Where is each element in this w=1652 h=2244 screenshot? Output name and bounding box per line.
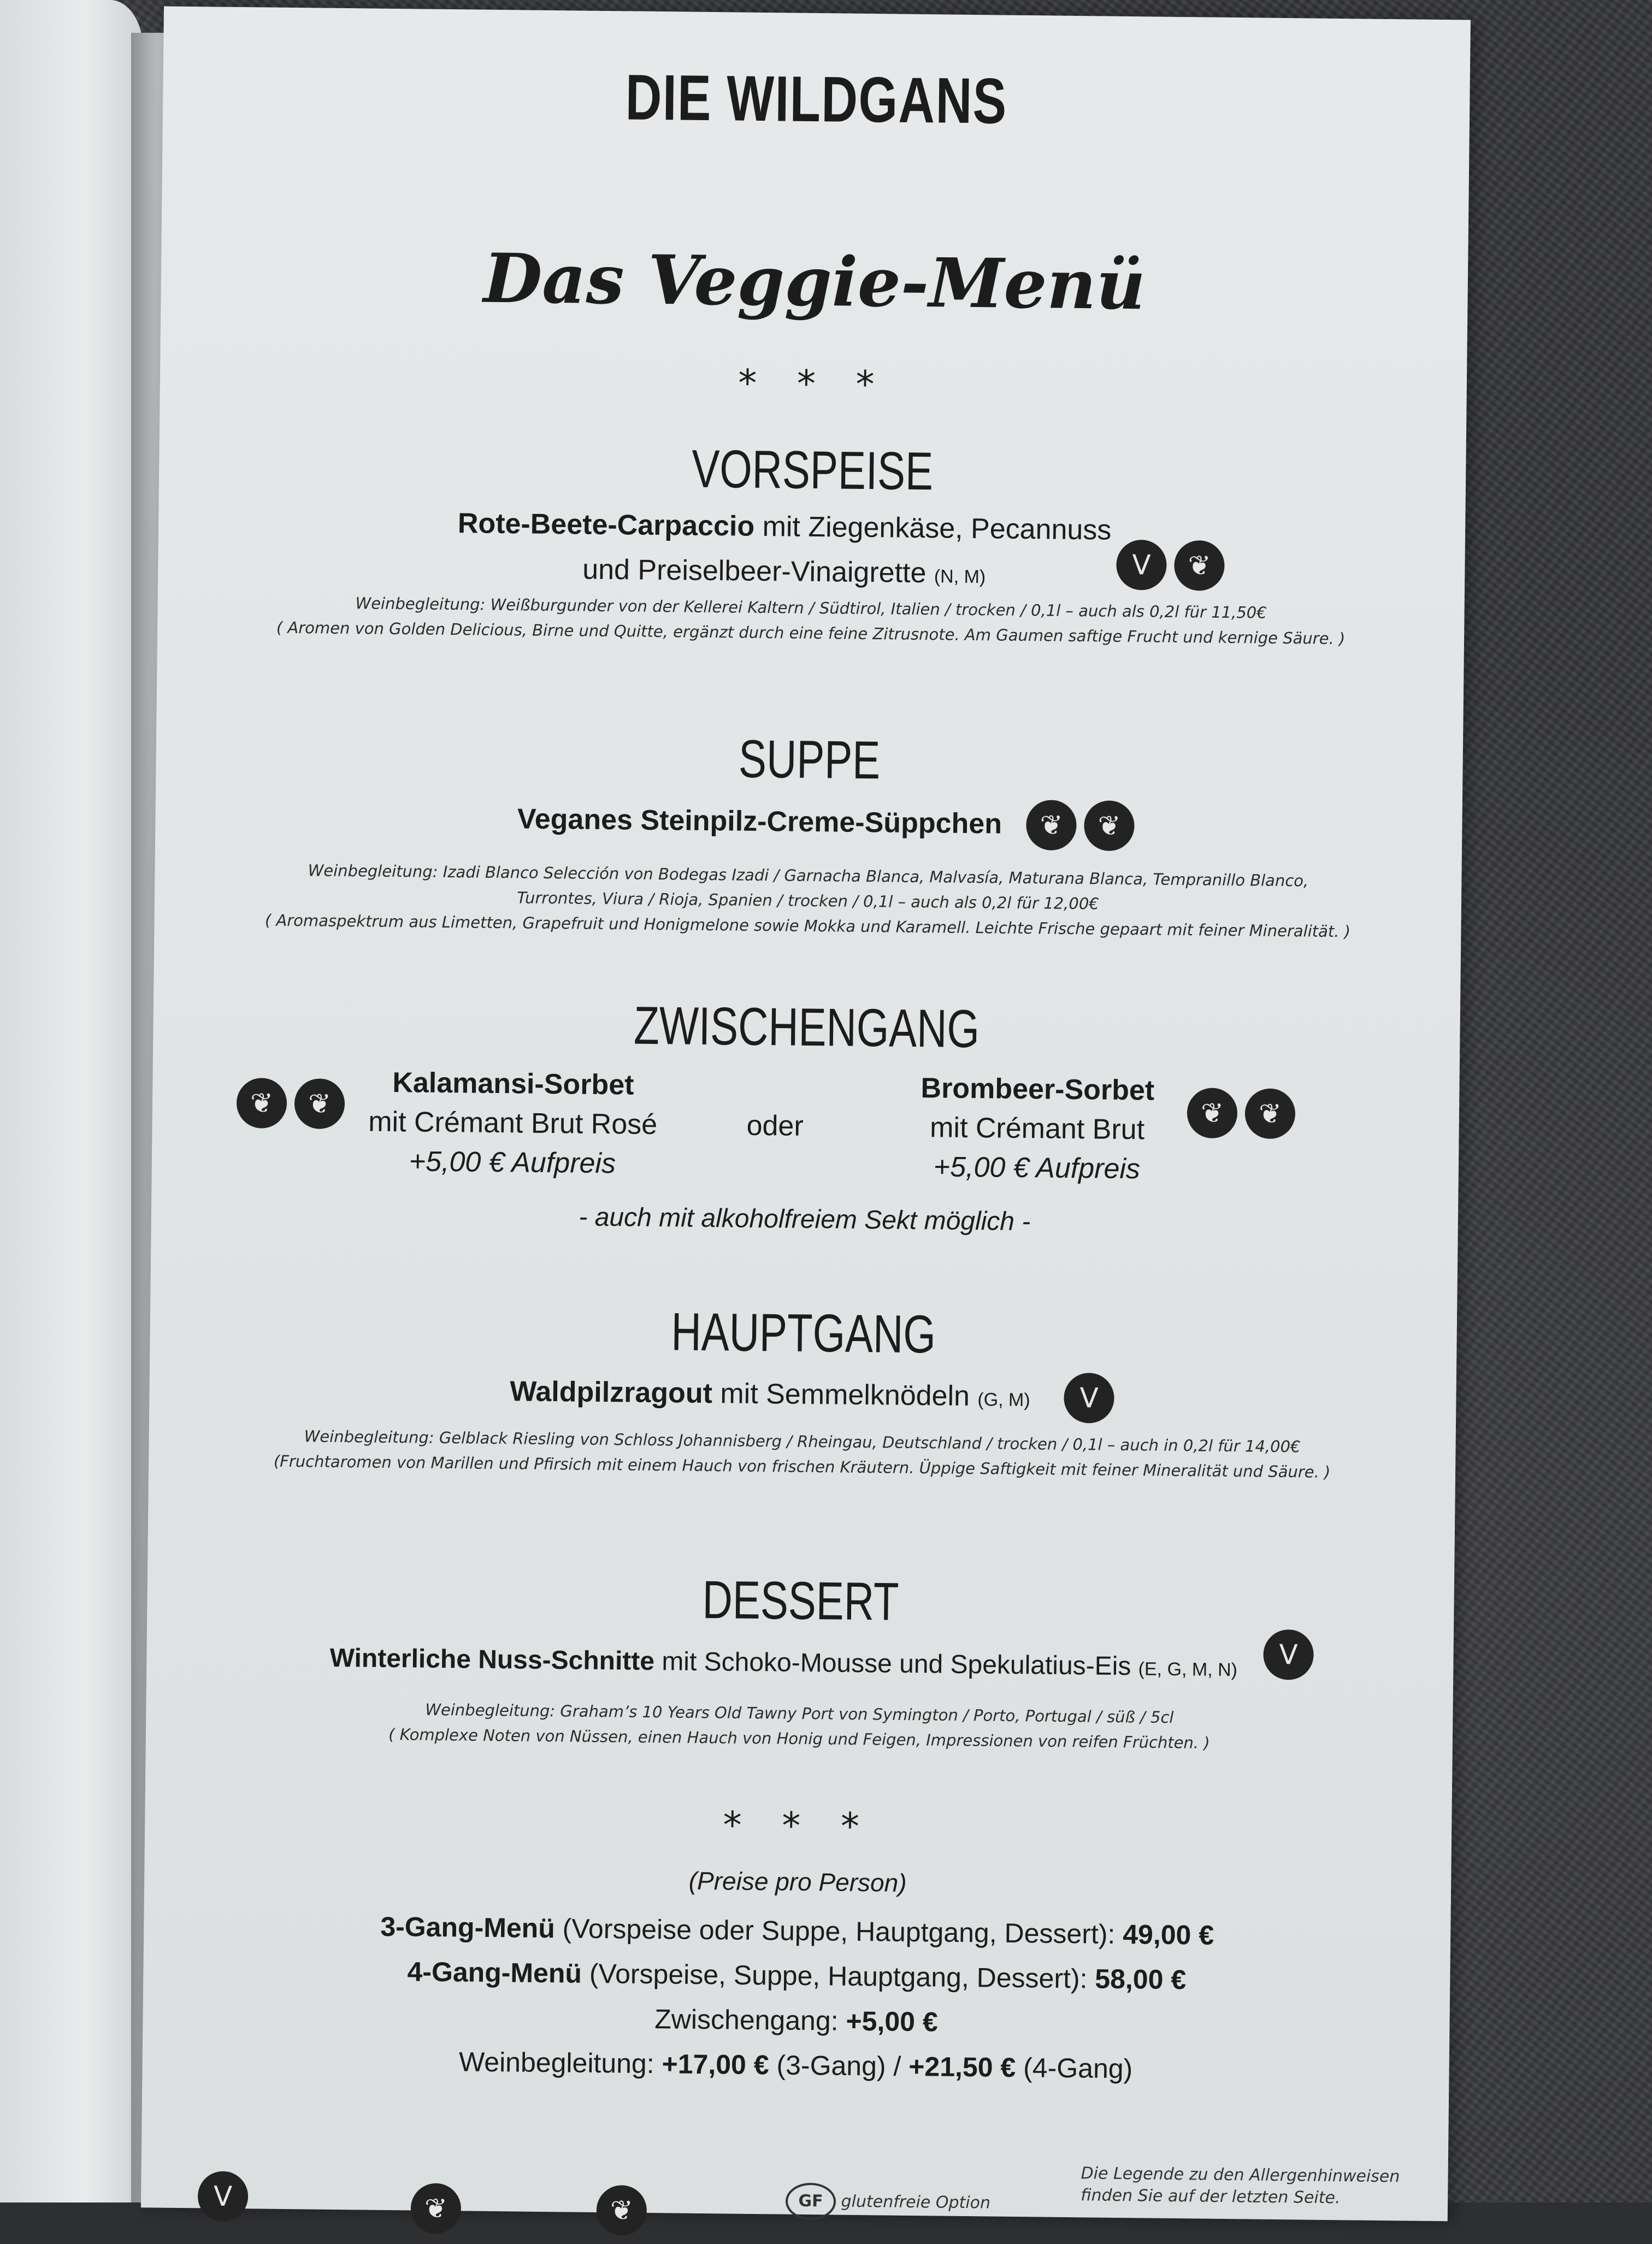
restaurant-name: DIE WILDGANS	[625, 61, 1008, 138]
price-note: (Preise pro Person)	[688, 1866, 907, 1897]
vegan-leaf-icon: ❦	[1187, 1088, 1237, 1138]
price-wine-4-suffix: (4-Gang)	[1023, 2052, 1133, 2084]
legend-line: finden Sie auf der letzten Seite.	[1081, 2186, 1341, 2208]
allergen-codes: (N, M)	[934, 566, 986, 588]
legend-icons	[190, 2171, 249, 2222]
gluten-free-label: glutenfreie Option	[841, 2192, 991, 2213]
price-4-gang-label: 4-Gang-Menü	[407, 1956, 582, 1989]
vegan-leaf-icon: ❦	[410, 2183, 461, 2234]
price-3-gang-desc: (Vorspeise oder Suppe, Hauptgang, Dessert):	[562, 1913, 1116, 1950]
wine-pairing-suppe	[154, 856, 1461, 945]
dish-hauptgang-name: Waldpilzragout	[509, 1375, 713, 1410]
dish-hauptgang	[84, 1365, 1456, 1427]
sorbet-right-desc: mit Crémant Brut	[929, 1112, 1145, 1146]
diet-icons-vorspeise	[1108, 540, 1225, 591]
price-wine-3-value: +17,00 €	[662, 2048, 769, 2081]
legend-line: Die Legende zu den Allergenhinweisen	[1081, 2164, 1400, 2187]
price-zwischengang-label: Zwischengang:	[654, 2004, 839, 2036]
wine-line: Weinbegleitung: Weißburgunder von der Kellerei Kaltern / Südtirol, Italien / trocken / 0,1l – auch als 0,2l für 11,50€	[355, 594, 1267, 622]
dish-vorspeise-desc2: und Preiselbeer-Vinaigrette	[582, 553, 927, 589]
sorbet-option-left	[359, 1062, 666, 1184]
price-4-gang-desc: (Vorspeise, Suppe, Hauptgang, Dessert):	[589, 1958, 1088, 1994]
wine-line: Weinbegleitung: Graham’s 10 Years Old Tawny Port von Symington / Porto, Portugal / süß / 5cl	[425, 1700, 1174, 1727]
wine-line: Weinbegleitung: Izadi Blanco Selección von Bodegas Izadi / Garnacha Blanca, Malvasía, Maturana Blanca, Tempranillo Blanco,	[308, 861, 1309, 890]
price-4-gang-value: 58,00 €	[1095, 1963, 1187, 1995]
allergen-codes: (G, M)	[977, 1389, 1030, 1411]
price-wine-4-value: +21,50 €	[908, 2051, 1016, 2083]
left-menu-page	[0, 0, 143, 2202]
sorbet-left-desc: mit Crémant Brut Rosé	[368, 1106, 658, 1141]
section-heading-vorspeise: VORSPEISE	[691, 438, 934, 501]
vegan-leaf-icon: ❦	[1174, 540, 1225, 591]
wine-note: (Fruchtaromen von Marillen und Pfirsich mit einem Hauch von frischen Kräutern. Üppige Saftigkeit mit feiner Mineralität und Säure. )	[273, 1451, 1331, 1481]
allergen-legend-note	[1081, 2163, 1400, 2210]
dish-dessert	[114, 1634, 1454, 1695]
vegetarian-icon: V	[198, 2171, 249, 2222]
menu-page	[141, 6, 1471, 2227]
separator-stars: * * *	[738, 362, 889, 407]
price-3-gang-label: 3-Gang-Menü	[380, 1911, 556, 1944]
wine-note: ( Komplexe Noten von Nüssen, einen Hauch von Honig und Feigen, Impressionen von reifen Früchten. )	[388, 1725, 1210, 1752]
vegan-leaf-icon: ❦	[1026, 800, 1077, 851]
vegetarian-icon: V	[1064, 1373, 1114, 1424]
section-heading-hauptgang: HAUPTGANG	[671, 1301, 936, 1365]
wine-line: Weinbegleitung: Gelblack Riesling von Schloss Johannisberg / Rheingau, Deutschland / trocken / 0,1l – auch in 0,2l für 14,00€	[304, 1427, 1301, 1456]
vegan-leaf-icon: ❦	[1084, 800, 1135, 851]
sorbet-left-price: +5,00 € Aufpreis	[409, 1145, 616, 1180]
vegan-leaf-icon: ❦	[596, 2185, 647, 2236]
dish-vorspeise-desc: mit Ziegenkäse, Pecannuss	[762, 511, 1112, 546]
diet-icons-dessert	[1255, 1629, 1314, 1680]
option-oder: oder	[746, 1109, 804, 1142]
sorbet-right-price: +5,00 € Aufpreis	[933, 1151, 1141, 1185]
legend-icons-2	[403, 2183, 461, 2234]
section-heading-dessert: DESSERT	[702, 1569, 899, 1632]
dish-vorspeise-name: Rote-Beete-Carpaccio	[457, 507, 755, 542]
price-wine-3-suffix: (3-Gang) /	[776, 2050, 901, 2082]
vegetarian-icon: V	[1263, 1629, 1314, 1680]
sekt-note: - auch mit alkoholfreiem Sekt möglich -	[579, 1202, 1031, 1237]
dish-suppe	[57, 792, 1462, 852]
wine-pairing-hauptgang	[149, 1422, 1456, 1486]
sorbet-option-right	[884, 1068, 1191, 1189]
diet-icons-zwischengang-left	[229, 1078, 345, 1129]
dish-dessert-desc: mit Schoko-Mousse und Spekulatius-Eis	[662, 1647, 1131, 1681]
vegan-leaf-icon: ❦	[237, 1078, 287, 1129]
diet-icons-zwischengang-right	[1179, 1088, 1295, 1139]
price-wine-label: Weinbegleitung:	[458, 2046, 654, 2080]
diet-icons-suppe	[1018, 800, 1135, 851]
dish-vorspeise	[103, 497, 1466, 604]
wine-pairing-dessert	[146, 1694, 1453, 1758]
dish-suppe-name: Veganes Steinpilz-Creme-Süppchen	[517, 803, 1002, 840]
dish-dessert-name: Winterliche Nuss-Schnitte	[329, 1643, 655, 1676]
separator-stars: * * *	[723, 1804, 874, 1849]
section-heading-zwischengang: ZWISCHENGANG	[633, 995, 980, 1059]
diet-icons-hauptgang	[1056, 1373, 1114, 1424]
legend-icons-3	[588, 2185, 647, 2236]
price-3-gang-value: 49,00 €	[1122, 1919, 1214, 1951]
vegan-leaf-icon: ❦	[1244, 1088, 1295, 1139]
wine-line: Turrontes, Viura / Rioja, Spanien / trocken / 0,1l – auch als 0,2l für 12,00€	[517, 888, 1099, 913]
sorbet-right-name: Brombeer-Sorbet	[921, 1072, 1155, 1107]
vegan-leaf-icon: ❦	[294, 1078, 345, 1129]
price-zwischengang-value: +5,00 €	[846, 2005, 939, 2038]
allergen-codes: (E, G, M, N)	[1138, 1658, 1238, 1681]
gluten-free-icon: GF	[786, 2183, 836, 2221]
wine-note: ( Aromen von Golden Delicious, Birne und Quitte, ergänzt durch eine feine Zitrusnote. Am Gaumen saftige Frucht und kernige Säure. )	[276, 618, 1346, 648]
menu-title: Das Veggie-Menü	[483, 239, 1146, 326]
wine-note: ( Aromaspektrum aus Limetten, Grapefruit und Honigmelone sowie Mokka und Karamell. Leichte Frische gepaart mit feiner Mineralität. )	[264, 911, 1351, 941]
sorbet-left-name: Kalamansi-Sorbet	[392, 1066, 634, 1101]
dish-hauptgang-desc: mit Semmelknödeln	[720, 1378, 970, 1413]
vegetarian-icon: V	[1116, 540, 1167, 590]
section-heading-suppe: SUPPE	[738, 728, 881, 790]
